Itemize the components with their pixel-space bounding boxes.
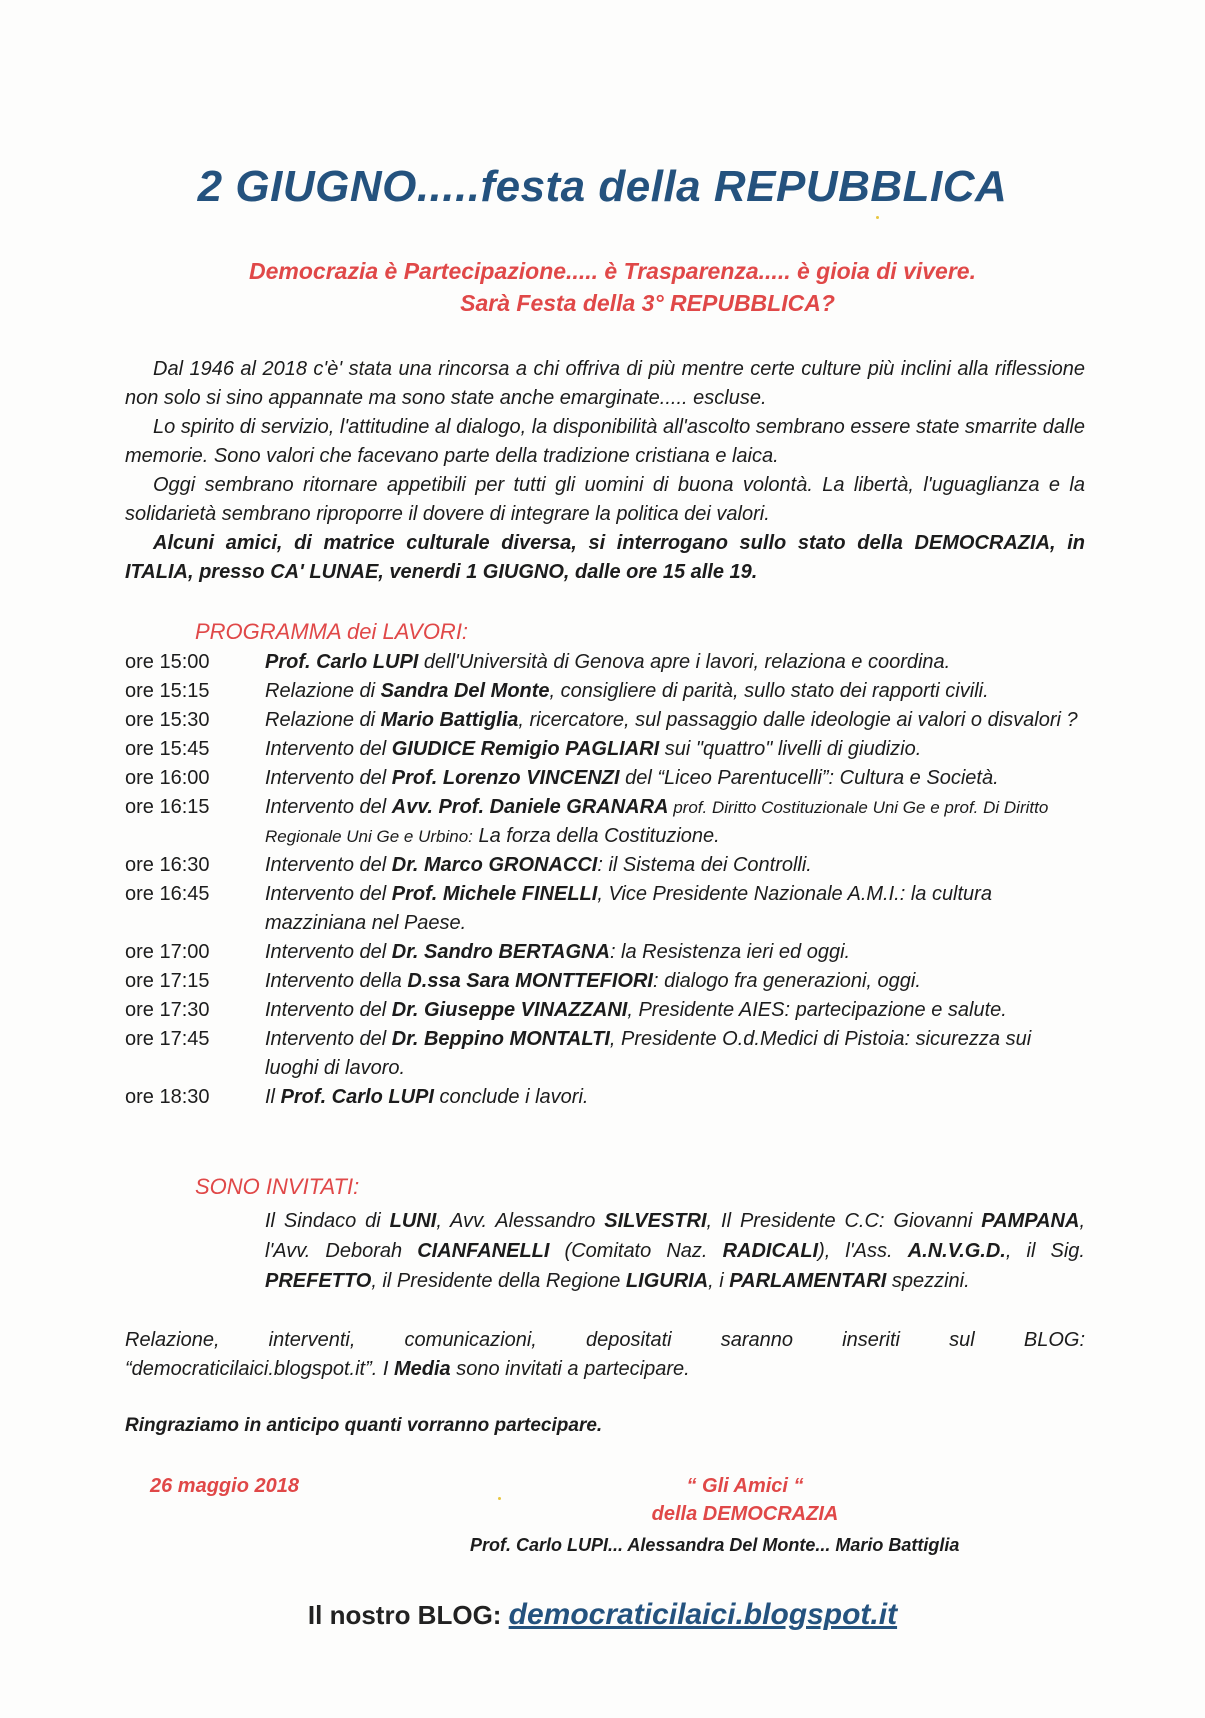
text-run: spezzini.	[886, 1270, 970, 1292]
program-description	[265, 967, 1085, 996]
program-description	[265, 938, 1085, 967]
text-run: dell'Università di Genova apre i lavori, relaziona e coordina.	[418, 651, 951, 673]
text-run: Intervento del	[265, 1028, 392, 1050]
text-run: Dr. Beppino MONTALTI	[391, 1028, 610, 1050]
program-item	[125, 880, 1085, 938]
program-description	[265, 677, 1085, 706]
program-item	[125, 677, 1085, 706]
text-run: : dialogo fra generazioni, oggi.	[652, 970, 921, 992]
program-description	[265, 1025, 1085, 1083]
subtitle-line-1: Democrazia è Partecipazione..... è Trasparenza..... è gioia di vivere.	[249, 258, 976, 284]
text-run: A.N.V.G.D.	[907, 1240, 1006, 1262]
blog-link[interactable]: democraticilaici.blogspot.it	[508, 1598, 898, 1631]
text-run: LUNI	[389, 1210, 437, 1232]
program-description	[265, 880, 1085, 938]
text-run: Sandra Del Monte	[380, 680, 550, 702]
text-run: ), l'Ass.	[818, 1240, 908, 1262]
program-item	[125, 764, 1085, 793]
program-item	[125, 1083, 1085, 1112]
text-run: Prof. Carlo LUPI	[280, 1086, 434, 1108]
invited-text	[265, 1206, 1085, 1296]
signature-line-1: “ Gli Amici “	[686, 1475, 804, 1497]
program-item	[125, 706, 1085, 735]
program-item	[125, 735, 1085, 764]
program-description	[265, 793, 1085, 851]
program-time: ore 18:30	[125, 1086, 210, 1108]
text-run: Dr. Giuseppe VINAZZANI	[391, 999, 628, 1021]
text-run: del “Liceo Parentucelli”: Cultura e Società.	[619, 767, 999, 789]
intro-paragraph-2: Lo spirito di servizio, l'attitudine al dialogo, la disponibilità all'ascolto sembrano essere state smarrite dalle memorie. Sono valori che facevano parte della tradizione cristiana e laica.	[125, 416, 1085, 467]
text-run: , l'Avv. Deborah	[265, 1210, 1086, 1262]
text-run: , il Presidente della Regione	[371, 1270, 626, 1292]
blog-label: Il nostro BLOG:	[307, 1600, 509, 1630]
text-run: , i	[708, 1270, 730, 1292]
note-line-2-c: sono invitati a partecipare.	[450, 1358, 690, 1380]
text-run: Intervento del	[265, 767, 392, 789]
program-time: ore 15:45	[125, 738, 210, 760]
text-run: Intervento del	[265, 796, 392, 818]
text-run: Prof. Carlo LUPI	[265, 651, 419, 673]
text-run: Intervento del	[265, 999, 392, 1021]
program-item	[125, 938, 1085, 967]
text-run: Avv. Prof. Daniele GRANARA	[391, 796, 669, 818]
text-run: CIANFANELLI	[417, 1240, 550, 1262]
program-description	[265, 851, 1085, 880]
program-description	[265, 1083, 1085, 1112]
program-heading-a: PROGRAMMA	[195, 619, 341, 644]
text-run: Intervento del	[265, 883, 392, 905]
program-item	[125, 967, 1085, 996]
note-line-1: Relazione, interventi, comunicazioni, depositati saranno inseriti sul BLOG:	[125, 1329, 1085, 1351]
text-run: D.ssa Sara MONTTEFIORI	[407, 970, 653, 992]
text-run: , Vice Presidente Nazionale A.M.I.: la cultura mazziniana nel Paese.	[265, 883, 992, 934]
program-time: ore 16:45	[125, 883, 210, 905]
text-run: Dr. Sandro BERTAGNA	[391, 941, 610, 963]
program-item	[125, 1025, 1085, 1083]
text-run: LIGURIA	[625, 1270, 709, 1292]
text-run: : il Sistema dei Controlli.	[597, 854, 812, 876]
document-date: 26 maggio 2018	[150, 1475, 299, 1497]
text-run: Il Sindaco di	[265, 1210, 390, 1232]
text-run: PARLAMENTARI	[729, 1270, 887, 1292]
text-run: Relazione di	[265, 709, 381, 731]
subtitle-line-2: Sarà Festa della 3° REPUBBLICA?	[460, 290, 835, 316]
program-item	[125, 851, 1085, 880]
program-time: ore 16:15	[125, 796, 210, 818]
program-time: ore 17:45	[125, 1028, 210, 1050]
program-heading-b: dei LAVORI:	[346, 619, 469, 644]
invited-heading: SONO INVITATI:	[195, 1174, 360, 1199]
program-description	[265, 648, 1085, 677]
text-run: (Comitato Naz.	[549, 1240, 723, 1262]
signature-line-2: della DEMOCRAZIA	[651, 1503, 839, 1525]
program-description	[265, 706, 1085, 735]
text-run: , consigliere di parità, sullo stato dei rapporti civili.	[549, 680, 989, 702]
text-run: Relazione di	[265, 680, 381, 702]
program-time: ore 17:30	[125, 999, 210, 1021]
thanks-line: Ringraziamo in anticipo quanti vorranno partecipare.	[125, 1415, 603, 1436]
program-time: ore 17:00	[125, 941, 210, 963]
program-item	[125, 648, 1085, 677]
text-run: , il Sig.	[1005, 1240, 1085, 1262]
scan-speck	[498, 1497, 501, 1500]
text-run: PAMPANA	[981, 1210, 1080, 1232]
signature-names: Prof. Carlo LUPI... Alessandra Del Monte... Mario Battiglia	[470, 1535, 960, 1555]
note-line-2-media: Media	[393, 1358, 451, 1380]
text-run: , Presidente AIES: partecipazione e salute.	[627, 999, 1007, 1021]
page-title: 2 GIUGNO.....festa della REPUBBLICA	[197, 162, 1008, 211]
text-run: : la Resistenza ieri ed oggi.	[609, 941, 851, 963]
text-run: Intervento della	[265, 970, 408, 992]
publication-note	[125, 1326, 1085, 1384]
blog-footer	[0, 1598, 1205, 1632]
text-run: Mario Battiglia	[380, 709, 519, 731]
text-run: Il	[265, 1086, 281, 1108]
program-item	[125, 996, 1085, 1025]
program-list	[125, 648, 1085, 1112]
text-run: conclude i lavori.	[433, 1086, 589, 1108]
text-run: , Presidente O.d.Medici di Pistoia: sicurezza sui luoghi di lavoro.	[265, 1028, 1032, 1079]
program-item	[125, 793, 1085, 851]
text-run: La forza della Costituzione.	[472, 825, 720, 847]
text-run: prof. Diritto Costituzionale Uni Ge e prof. Di Diritto Regionale Uni Ge e Urbino:	[265, 798, 1049, 846]
text-run: , Il Presidente C.C: Giovanni	[706, 1210, 982, 1232]
program-time: ore 15:15	[125, 680, 210, 702]
text-run: Prof. Lorenzo VINCENZI	[391, 767, 620, 789]
program-description	[265, 735, 1085, 764]
text-run: Intervento del	[265, 738, 392, 760]
note-line-2	[125, 1355, 1085, 1384]
program-time: ore 15:00	[125, 651, 210, 673]
text-run: GIUDICE Remigio PAGLIARI	[391, 738, 660, 760]
intro-paragraph-4: Alcuni amici, di matrice culturale diversa, si interrogano sullo stato della DEMOCRAZIA, in ITALIA, presso CA' LUNAE, venerdi 1 GIUGNO, dalle ore 15 alle 19.	[125, 532, 1085, 583]
program-time: ore 15:30	[125, 709, 210, 731]
text-run: , ricercatore, sul passaggio dalle ideologie ai valori o disvalori ?	[518, 709, 1078, 731]
text-run: Dr. Marco GRONACCI	[391, 854, 598, 876]
program-time: ore 16:00	[125, 767, 210, 789]
note-line-2-a: “democraticilaici.blogspot.it”. I	[125, 1358, 394, 1380]
program-description	[265, 764, 1085, 793]
text-run: sui "quattro" livelli di giudizio.	[659, 738, 922, 760]
program-time: ore 17:15	[125, 970, 210, 992]
program-time: ore 16:30	[125, 854, 210, 876]
text-run: , Avv. Alessandro	[436, 1210, 605, 1232]
text-run: Intervento del	[265, 941, 392, 963]
text-run: SILVESTRI	[604, 1210, 707, 1232]
program-heading	[195, 619, 468, 645]
scan-speck	[876, 216, 879, 219]
text-run: PREFETTO	[265, 1270, 372, 1292]
program-description	[265, 996, 1085, 1025]
intro-paragraph-3: Oggi sembrano ritornare appetibili per tutti gli uomini di buona volontà. La libertà, l'uguaglianza e la solidarietà sembrano riproporre il dovere di integrare la politica dei valori.	[125, 474, 1085, 525]
text-run: Intervento del	[265, 854, 392, 876]
intro-text	[125, 355, 1085, 587]
intro-paragraph-1: Dal 1946 al 2018 c'è' stata una rincorsa a chi offriva di più mentre certe culture più inclini alla riflessione non solo si sino appannate ma sono state anche emarginate..... escluse.	[125, 358, 1085, 409]
text-run: RADICALI	[722, 1240, 819, 1262]
text-run: Prof. Michele FINELLI	[391, 883, 598, 905]
